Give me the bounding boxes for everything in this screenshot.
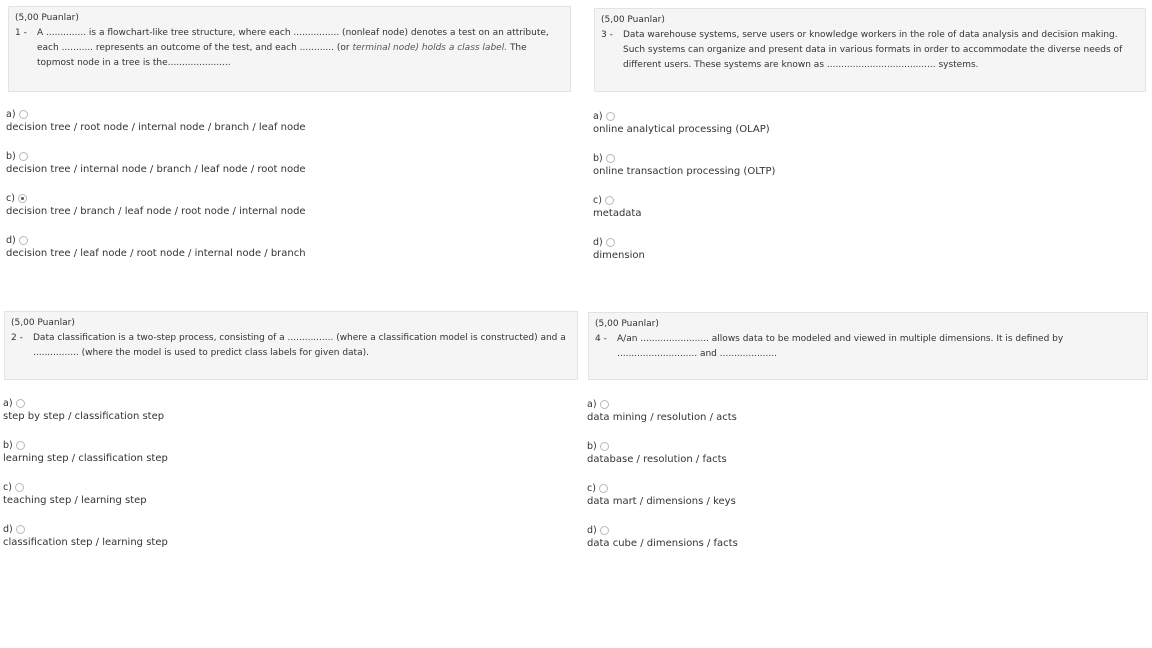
question-3-box [594,8,1146,92]
option-letter: b) [593,152,603,164]
question-number: 2 - [11,333,23,343]
radio-button-selected[interactable] [18,194,27,203]
question-points: (5,00 Puanlar) [601,15,665,25]
option-c[interactable] [593,193,1113,219]
option-d[interactable] [587,523,1107,549]
option-text[interactable]: metadata [593,208,642,219]
option-text[interactable]: online transaction processing (OLTP) [593,166,776,177]
option-text[interactable]: data mining / resolution / acts [587,412,737,423]
option-b[interactable] [6,149,526,175]
option-letter: d) [6,234,16,246]
option-letter: c) [593,194,602,206]
option-b[interactable] [587,439,1107,465]
radio-button[interactable] [19,236,28,245]
option-b[interactable] [3,438,523,464]
radio-button[interactable] [16,441,25,450]
option-a[interactable] [587,397,1107,423]
question-points: (5,00 Puanlar) [11,318,75,328]
question-points: (5,00 Puanlar) [595,319,659,329]
radio-button[interactable] [15,483,24,492]
option-text[interactable]: decision tree / leaf node / root node / internal node / branch [6,248,306,259]
option-letter: b) [3,439,13,451]
option-letter: c) [3,481,12,493]
option-letter: d) [587,524,597,536]
radio-button[interactable] [600,400,609,409]
option-letter: a) [593,110,603,122]
option-text[interactable]: database / resolution / facts [587,454,727,465]
radio-button[interactable] [19,152,28,161]
option-letter: a) [3,397,13,409]
question-number: 1 - [15,28,27,38]
option-text[interactable]: decision tree / branch / leaf node / root node / internal node [6,206,306,217]
question-text: Data classification is a two-step process, consisting of a ................ (where a classification model is constructed) and a ................ (where the model is used to predict class labels for given data). [33,333,566,358]
option-letter: b) [6,150,16,162]
option-letter: b) [587,440,597,452]
option-text[interactable]: dimension [593,250,645,261]
question-points: (5,00 Puanlar) [15,13,79,23]
radio-button[interactable] [606,154,615,163]
question-text: A .............. is a flowchart-like tree structure, where each ................ (nonleaf node) denotes a test on an attribute, each ........... represents an outcome of the test, and each ............ (or terminal node) holds a class label. The topmost node in a tree is the...................... [37,28,549,68]
question-1-box [8,6,571,92]
option-a[interactable] [3,396,523,422]
question-4-box [588,312,1148,380]
option-text[interactable]: decision tree / internal node / branch / leaf node / root node [6,164,306,175]
option-letter: d) [593,236,603,248]
radio-button[interactable] [600,526,609,535]
option-c[interactable] [3,480,523,506]
option-text[interactable]: classification step / learning step [3,537,168,548]
option-a[interactable] [6,107,526,133]
option-c[interactable] [6,191,526,217]
option-text[interactable]: decision tree / root node / internal node / branch / leaf node [6,122,306,133]
option-letter: a) [6,108,16,120]
option-d[interactable] [593,235,1113,261]
option-text[interactable]: step by step / classification step [3,411,165,422]
radio-button[interactable] [605,196,614,205]
option-text[interactable]: teaching step / learning step [3,495,147,506]
option-text[interactable]: data cube / dimensions / facts [587,538,738,549]
option-d[interactable] [3,522,523,548]
option-b[interactable] [593,151,1113,177]
option-text[interactable]: online analytical processing (OLAP) [593,124,770,135]
radio-button[interactable] [606,112,615,121]
question-text: Data warehouse systems, serve users or knowledge workers in the role of data analysis and decision making. Such systems can organize and present data in various formats in order to accommodate the diverse needs of different users. These systems are known as ...................................... systems. [623,30,1123,70]
radio-button[interactable] [19,110,28,119]
option-letter: d) [3,523,13,535]
radio-button[interactable] [16,525,25,534]
option-letter: c) [6,192,15,204]
radio-button[interactable] [16,399,25,408]
question-number: 3 - [601,30,613,40]
option-letter: a) [587,398,597,410]
radio-button[interactable] [606,238,615,247]
radio-button[interactable] [600,442,609,451]
question-number: 4 - [595,334,607,344]
option-letter: c) [587,482,596,494]
question-2-box [4,311,578,380]
option-text[interactable]: data mart / dimensions / keys [587,496,736,507]
radio-button[interactable] [599,484,608,493]
question-text: A/an ........................ allows data to be modeled and viewed in multiple dimensions. It is defined by ............................ and .................... [617,334,1064,359]
option-a[interactable] [593,109,1113,135]
option-d[interactable] [6,233,526,259]
option-text[interactable]: learning step / classification step [3,453,168,464]
option-c[interactable] [587,481,1107,507]
